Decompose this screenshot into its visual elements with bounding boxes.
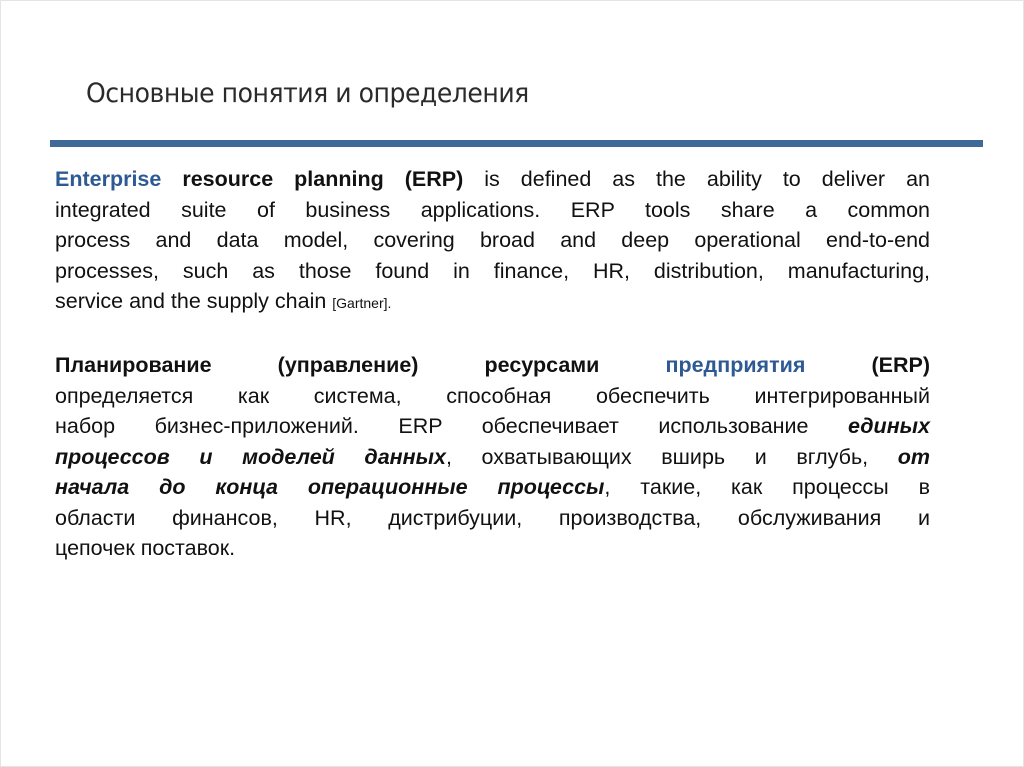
- citation: [Gartner].: [332, 295, 392, 311]
- russian-definition-paragraph: [55, 350, 930, 564]
- emphasis: процессов и моделей данных: [55, 444, 446, 469]
- text-line: [55, 350, 930, 381]
- emphasis: начала до конца операционные процессы: [55, 475, 605, 499]
- text-line: области финансов, HR, дистрибуции, производства, обслуживания и: [55, 505, 930, 530]
- text-line: process and data model, covering broad and deep operational end-to-end: [55, 228, 930, 252]
- text-line: цепочек поставок.: [55, 536, 236, 560]
- emphasis: единых: [848, 414, 930, 438]
- text: , такие, как процессы в: [604, 475, 930, 499]
- title-divider-bar: [50, 140, 983, 147]
- english-definition-paragraph: [55, 164, 930, 317]
- text-line: [55, 164, 930, 195]
- text-line: [55, 442, 930, 473]
- highlight-term: предприятия: [665, 353, 806, 377]
- text-line: processes, such as those found in finance, HR, distribution, manufacturing,: [55, 258, 930, 283]
- text: , охватывающих вширь и вглубь,: [445, 444, 898, 469]
- bold-term: resource planning (ERP): [161, 167, 464, 191]
- text: is defined as the ability to deliver an: [463, 167, 930, 191]
- text-line: определяется как система, способная обеспечить интегрированный: [55, 383, 930, 408]
- text: набор бизнес-приложений. ERP обеспечивает использование: [55, 414, 849, 438]
- emphasis: от: [897, 444, 930, 469]
- text-line: [55, 472, 930, 503]
- bold-term: Планирование (управление) ресурсами: [55, 353, 666, 377]
- text-line: [55, 411, 930, 442]
- text-line: [55, 286, 930, 317]
- highlight-term: Enterprise: [55, 167, 162, 191]
- bold-term: (ERP): [805, 353, 930, 377]
- text: service and the supply chain: [55, 289, 333, 313]
- slide-title: Основные понятия и определения: [86, 78, 529, 109]
- text-line: integrated suite of business applications. ERP tools share a common: [55, 197, 930, 222]
